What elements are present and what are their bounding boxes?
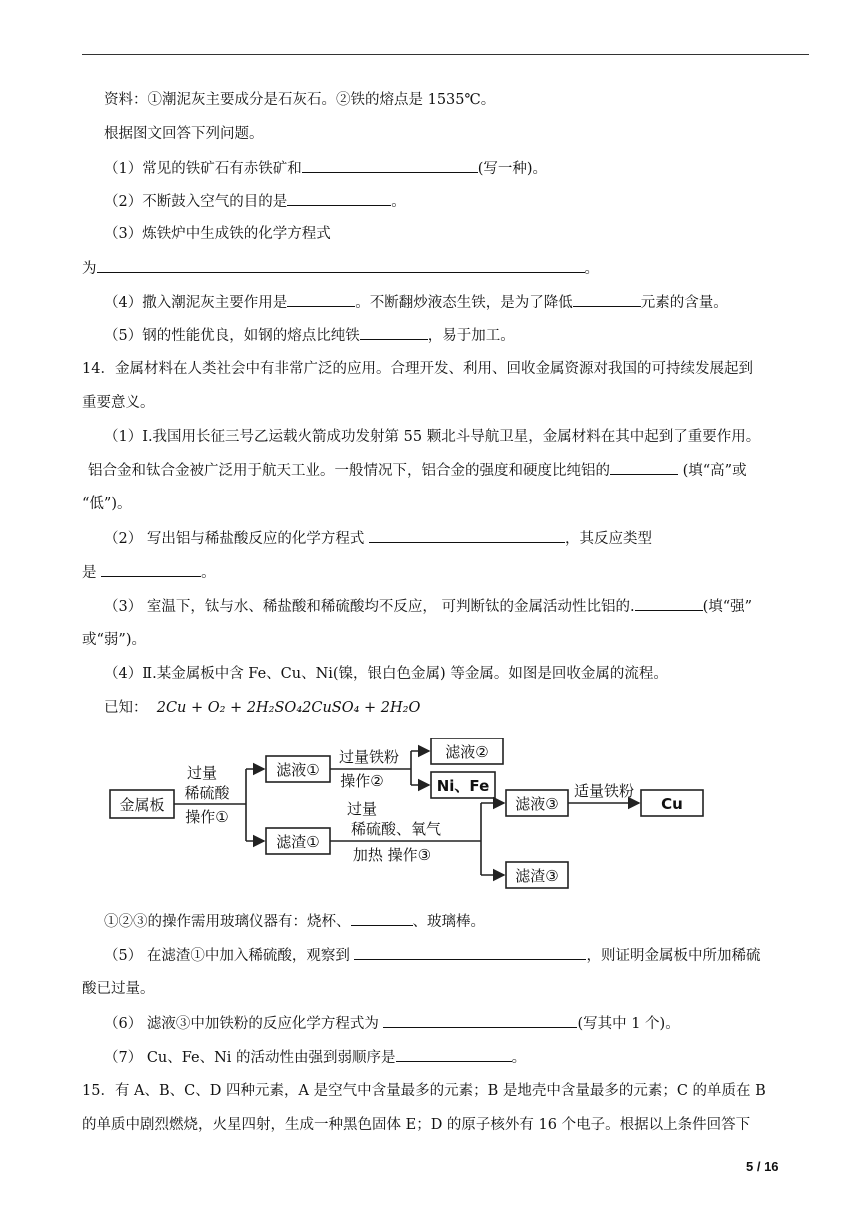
recycling-flowchart: [106, 738, 706, 894]
question-14-2-cont: 是 。: [82, 562, 812, 583]
header-rule: [82, 54, 809, 55]
question-15-stem: 15．有 A、B、C、D 四种元素，A 是空气中含量最多的元素；B 是地壳中含量最多的元素；C 的单质在 B: [82, 1083, 766, 1099]
label-filtrate-3: 滤液③: [515, 795, 559, 813]
label-step1-line2: 稀硫酸: [184, 784, 230, 802]
label-step3-line2: 稀硫酸、氧气: [350, 820, 442, 838]
answer-blank[interactable]: [396, 1047, 512, 1062]
answer-blank[interactable]: [369, 528, 565, 543]
answer-blank[interactable]: [97, 258, 585, 273]
label-residue-1: 滤渣①: [276, 833, 320, 851]
material-note: 资料：①潮泥灰主要成分是石灰石。②铁的熔点是 1535℃。: [104, 92, 496, 108]
question-14-4-answer: ①②③的操作需用玻璃仪器有：烧杯、 、玻璃棒。: [104, 911, 812, 932]
question-14-6: （6） 滤液③中加铁粉的反应化学方程式为 (写其中 1 个)。: [104, 1013, 812, 1034]
question-15-stem-cont: 的单质中剧烈燃烧，火星四射，生成一种黑色固体 E；D 的原子核外有 16 个电子。根据以上条件回答下: [82, 1117, 751, 1133]
label-filtrate-2: 滤液②: [445, 743, 489, 761]
answer-blank[interactable]: [302, 158, 478, 173]
question-14-2: （2） 写出铝与稀盐酸反应的化学方程式 ，其反应类型: [104, 528, 812, 549]
label-step3-line1: 过量: [346, 800, 378, 818]
question-13-3-cont: 为 。: [82, 258, 812, 279]
answer-blank[interactable]: [287, 191, 391, 206]
question-13-3: （3）炼铁炉中生成铁的化学方程式: [104, 226, 331, 242]
question-13-5: （5）钢的性能优良，如钢的熔点比纯铁 ，易于加工。: [104, 325, 812, 346]
label-residue-3: 滤渣③: [515, 867, 559, 885]
answer-blank[interactable]: [360, 325, 428, 340]
question-13-1: （1）常见的铁矿石有赤铁矿和 (写一种)。: [104, 158, 812, 179]
label-step4: 适量铁粉: [573, 782, 635, 800]
instruction: 根据图文回答下列问题。: [104, 126, 264, 142]
question-14-1: （1）Ⅰ.我国用长征三号乙运载火箭成功发射第 55 颗北斗导航卫星，金属材料在其中起到了重要作用。: [104, 429, 761, 445]
question-14-5: （5） 在滤渣①中加入稀硫酸，观察到 ，则证明金属板中所加稀硫: [104, 945, 812, 966]
answer-blank[interactable]: [573, 292, 641, 307]
question-14-stem: 14．金属材料在人类社会中有非常广泛的应用。合理开发、利用、回收金属资源对我国的可持续发展起到: [82, 361, 753, 377]
answer-blank[interactable]: [635, 596, 703, 611]
label-ni-fe: Ni、Fe: [436, 777, 490, 795]
question-14-1-cont: 铝合金和钛合金被广泛用于航天工业。一般情况下，铝合金的强度和硬度比纯铝的 (填“高”或: [88, 460, 818, 481]
label-step3-line3: 加热 操作③: [352, 846, 432, 864]
label-step2-line2: 操作②: [340, 772, 384, 790]
question-14-4: （4）Ⅱ.某金属板中含 Fe、Cu、Ni(镍，银白色金属) 等金属。如图是回收金属的流程。: [104, 666, 668, 682]
known-equation: 已知： 2Cu + O₂ + 2H₂SO₄2CuSO₄ + 2H₂O: [104, 700, 421, 716]
label-metal-plate: 金属板: [119, 796, 165, 814]
label-cu: Cu: [661, 795, 683, 813]
question-13-2: （2）不断鼓入空气的目的是 。: [104, 191, 812, 212]
answer-blank[interactable]: [354, 945, 586, 960]
question-14-3: （3） 室温下，钛与水、稀盐酸和稀硫酸均不反应， 可判断钛的金属活动性比铝的. (填“强”: [104, 596, 812, 617]
answer-blank[interactable]: [287, 292, 355, 307]
question-14-7: （7） Cu、Fe、Ni 的活动性由强到弱顺序是 。: [104, 1047, 812, 1068]
answer-blank[interactable]: [101, 562, 201, 577]
page-number: 5 / 16: [746, 1159, 779, 1174]
answer-blank[interactable]: [610, 460, 678, 475]
answer-blank[interactable]: [351, 911, 413, 926]
label-step1-line1: 过量: [186, 764, 218, 782]
label-step1-line3: 操作①: [185, 808, 229, 826]
label-filtrate-1: 滤液①: [276, 761, 320, 779]
question-14-5-cont: 酸已过量。: [82, 981, 155, 997]
answer-blank[interactable]: [383, 1013, 577, 1028]
question-14-3-cont: 或“弱”)。: [82, 632, 146, 648]
question-14-stem-cont: 重要意义。: [82, 395, 155, 411]
label-step2-line1: 过量铁粉: [338, 748, 400, 766]
question-14-1-end: “低”)。: [82, 496, 132, 512]
question-13-4: （4）撒入潮泥灰主要作用是 。不断翻炒液态生铁，是为了降低 元素的含量。: [104, 292, 812, 313]
